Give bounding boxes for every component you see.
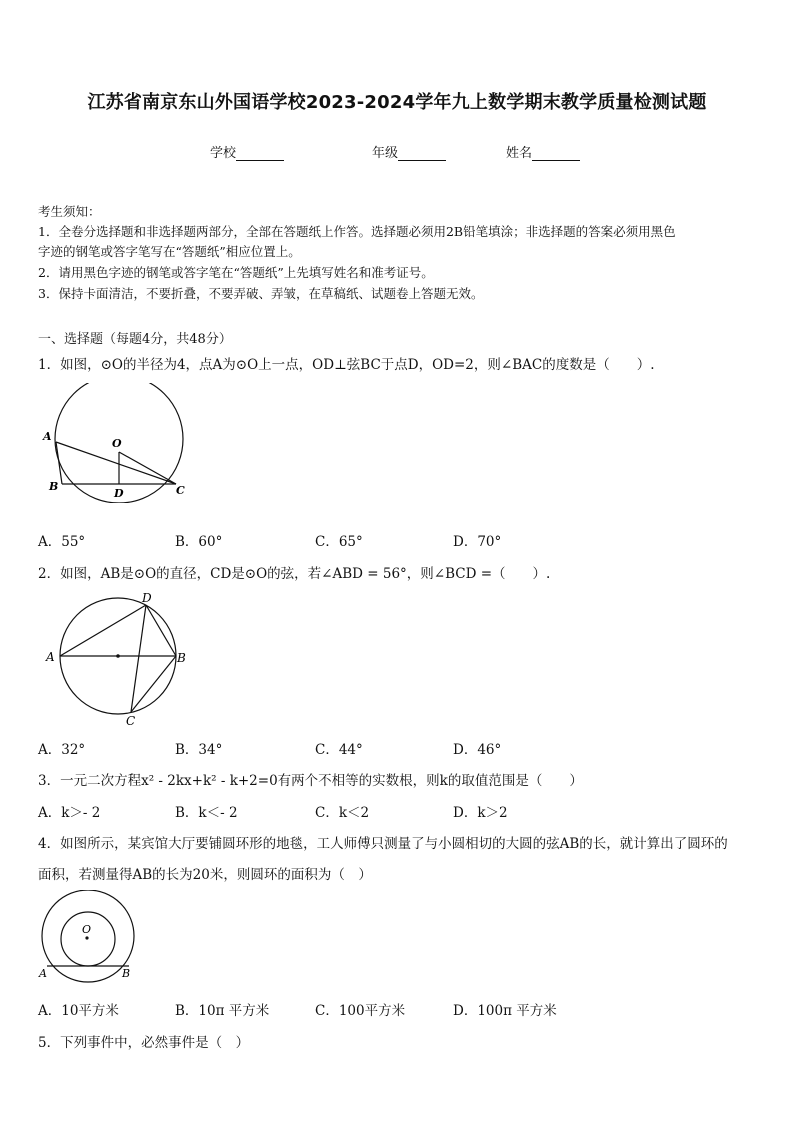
question-2-stem: 2．如图，AB是⊙O的直径，CD是⊙O的弦，若∠ABD = 56°，则∠BCD =（ ）. [38,566,551,582]
q2-label-b: B [177,651,186,665]
q1-label-o: O [112,437,122,450]
q3-option-c[interactable]: C．k＜2 [315,805,370,821]
question-4-stem-cont: 面积，若测量得AB的长为20米，则圆环的面积为（ ） [38,867,372,883]
notice-item-2: 2．请用黑色字迹的钢笔或答字笔在“答题纸”上先填写姓名和准考证号。 [38,265,434,280]
school-field[interactable] [210,142,284,161]
q2-label-a: A [46,650,55,664]
grade-field[interactable] [372,142,446,161]
q1-option-b[interactable]: B．60° [175,534,223,550]
q1-label-b: B [49,480,59,493]
q2-label-d: D [142,591,152,605]
school-label: 学校 [210,146,237,161]
section-heading: 一、选择题（每题4分，共48分） [38,332,232,347]
q2-option-c[interactable]: C．44° [315,742,363,758]
question-1-figure [36,383,196,503]
notice-item-3: 3．保持卡面清洁，不要折叠，不要弄破、弄皱，在草稿纸、试题卷上答题无效。 [38,286,484,301]
q1-label-d: D [114,487,124,500]
grade-blank[interactable] [398,148,446,161]
q3-option-d[interactable]: D．k＞2 [453,805,508,821]
q4-option-d[interactable]: D．100π 平方米 [453,1003,557,1019]
q2-option-a[interactable]: A．32° [38,742,86,758]
q4-option-b[interactable]: B．10π 平方米 [175,1003,270,1019]
q4-label-a: A [39,967,47,980]
question-3-stem: 3．一元二次方程x² - 2kx+k² - k+2=0有两个不相等的实数根，则k的取值范围是（ ） [38,773,583,789]
q4-option-a[interactable]: A．10平方米 [38,1003,119,1019]
q2-option-d[interactable]: D．46° [453,742,502,758]
name-label: 姓名 [506,146,533,161]
page-title: 江苏省南京东山外国语学校2023-2024学年九上数学期末教学质量检测试题 [87,92,707,113]
q1-label-c: C [176,484,185,497]
question-4-stem: 4．如图所示，某宾馆大厅要铺圆环形的地毯，工人师傅只测量了与小圆相切的大圆的弦AB的长，就计算出了圆环的 [38,836,728,852]
q2-option-b[interactable]: B．34° [175,742,223,758]
question-5-stem: 5．下列事件中，必然事件是（ ） [38,1035,250,1051]
q4-option-c[interactable]: C．100平方米 [315,1003,406,1019]
q3-option-b[interactable]: B．k＜- 2 [175,805,238,821]
notice-item-1: 1．全卷分选择题和非选择题两部分，全部在答题纸上作答。选择题必须用2B铅笔填涂；非选择题的答案必须用黑色 [38,224,676,239]
q1-option-a[interactable]: A．55° [38,534,86,550]
name-field[interactable] [506,142,580,161]
notice-item-1-cont: 字迹的钢笔或答字笔写在“答题纸”相应位置上。 [38,244,301,259]
q1-label-a: A [43,430,52,443]
name-blank[interactable] [532,148,580,161]
question-4-figure [34,890,144,984]
q4-label-o: O [82,923,92,936]
school-blank[interactable] [236,148,284,161]
q1-option-d[interactable]: D．70° [453,534,502,550]
q1-option-c[interactable]: C．65° [315,534,363,550]
question-2-figure [40,588,200,730]
notice-heading: 考生须知： [38,204,101,219]
q2-label-c: C [126,714,136,728]
grade-label: 年级 [372,146,399,161]
q3-option-a[interactable]: A．k＞- 2 [38,805,101,821]
question-1-stem: 1．如图，⊙O的半径为4，点A为⊙O上一点，OD⊥弦BC于点D，OD=2，则∠BAC的度数是（ ）. [38,357,655,373]
q4-label-b: B [122,967,131,980]
